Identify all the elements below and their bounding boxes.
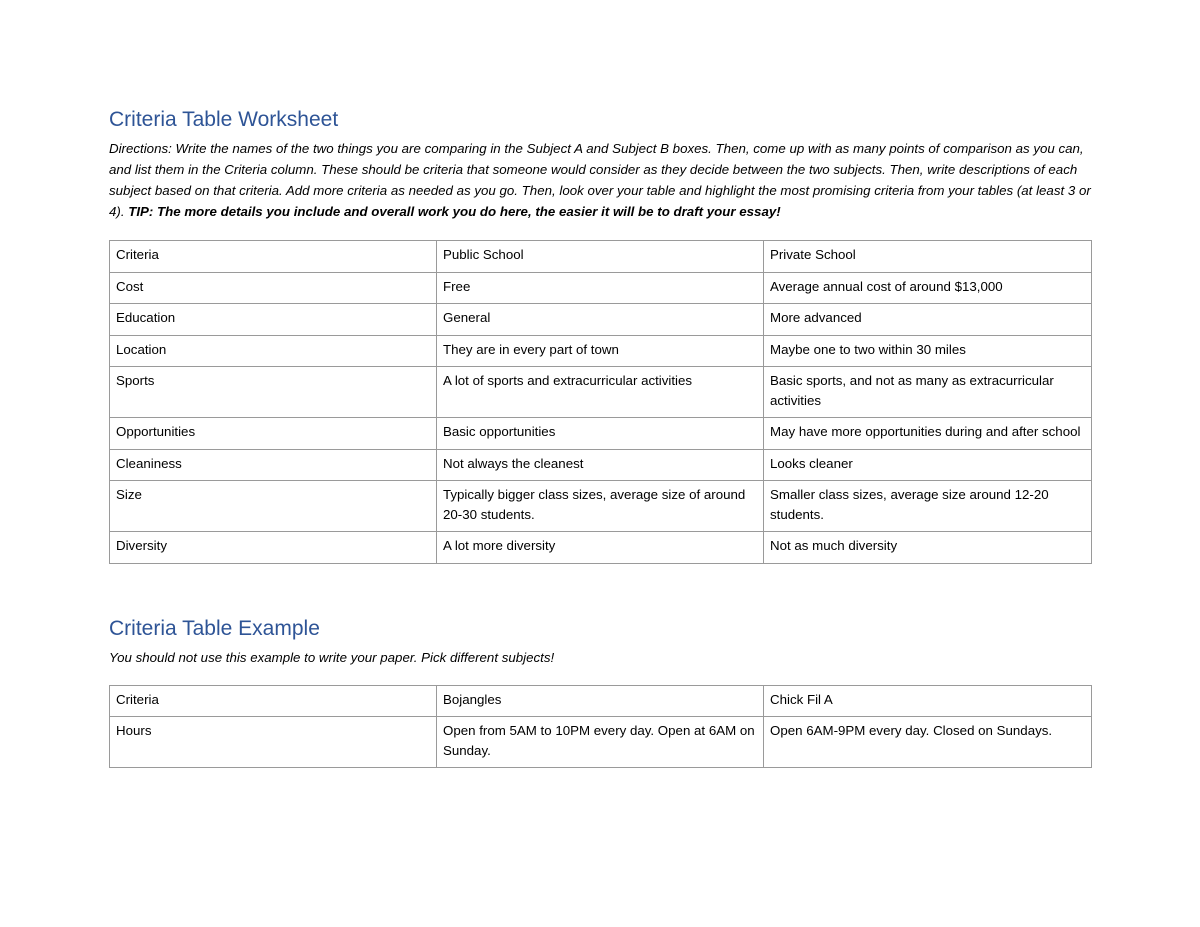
table-cell: Opportunities: [110, 418, 437, 450]
table-header-cell: Criteria: [110, 241, 437, 273]
table-cell: Free: [437, 272, 764, 304]
table-cell: Typically bigger class sizes, average size of around 20-30 students.: [437, 481, 764, 532]
table-row: [110, 717, 1092, 768]
table-cell: Smaller class sizes, average size around 12-20 students.: [764, 481, 1092, 532]
table-cell: Diversity: [110, 532, 437, 564]
table-cell: They are in every part of town: [437, 335, 764, 367]
table-row: [110, 449, 1092, 481]
table-cell: Not always the cleanest: [437, 449, 764, 481]
worksheet-directions: [109, 138, 1091, 222]
document-page: [109, 106, 1091, 768]
table-cell: Cleaniness: [110, 449, 437, 481]
example-title: Criteria Table Example: [109, 616, 320, 640]
table-cell: Hours: [110, 717, 437, 768]
table-header-row: [110, 241, 1092, 273]
directions-tip: TIP: The more details you include and overall work you do here, the easier it will be to draft your essay!: [128, 204, 781, 219]
table-row: [110, 481, 1092, 532]
table-header-cell: Criteria: [110, 685, 437, 717]
table-header-cell: Bojangles: [437, 685, 764, 717]
table-row: [110, 418, 1092, 450]
table-header-cell: Chick Fil A: [764, 685, 1092, 717]
table-cell: Average annual cost of around $13,000: [764, 272, 1092, 304]
table-cell: May have more opportunities during and after school: [764, 418, 1092, 450]
table-cell: Looks cleaner: [764, 449, 1092, 481]
table-cell: Open 6AM-9PM every day. Closed on Sundays.: [764, 717, 1092, 768]
table-cell: A lot of sports and extracurricular activities: [437, 367, 764, 418]
table-header-row: [110, 685, 1092, 717]
table-cell: Size: [110, 481, 437, 532]
table-cell: Basic sports, and not as many as extracurricular activities: [764, 367, 1092, 418]
worksheet-title: Criteria Table Worksheet: [109, 108, 339, 131]
table-row: [110, 335, 1092, 367]
example-table: [109, 685, 1092, 769]
table-cell: Cost: [110, 272, 437, 304]
directions-text: Directions: Write the names of the two things you are comparing in the Subject A and Subject B boxes. Then, come up with as many points of comparison as you can, and list them in the Criteria column. These should be criteria that someone would consider as they decide between the two subjects. Then, write descriptions of each subject based on that criteria. Add more criteria as needed as you go. Then, look over your table and highlight the most promising criteria from your tables (at least 3 or 4).: [109, 141, 1091, 219]
table-row: [110, 304, 1092, 336]
table-row: [110, 367, 1092, 418]
table-cell: More advanced: [764, 304, 1092, 336]
table-cell: Not as much diversity: [764, 532, 1092, 564]
table-cell: Location: [110, 335, 437, 367]
table-cell: Open from 5AM to 10PM every day. Open at 6AM on Sunday.: [437, 717, 764, 768]
example-note: You should not use this example to write your paper. Pick different subjects!: [109, 649, 555, 665]
table-cell: Education: [110, 304, 437, 336]
table-row: [110, 532, 1092, 564]
table-header-cell: Public School: [437, 241, 764, 273]
table-cell: A lot more diversity: [437, 532, 764, 564]
worksheet-table: [109, 240, 1092, 564]
table-cell: Maybe one to two within 30 miles: [764, 335, 1092, 367]
table-header-cell: Private School: [764, 241, 1092, 273]
table-cell: General: [437, 304, 764, 336]
table-cell: Basic opportunities: [437, 418, 764, 450]
table-cell: Sports: [110, 367, 437, 418]
table-row: [110, 272, 1092, 304]
